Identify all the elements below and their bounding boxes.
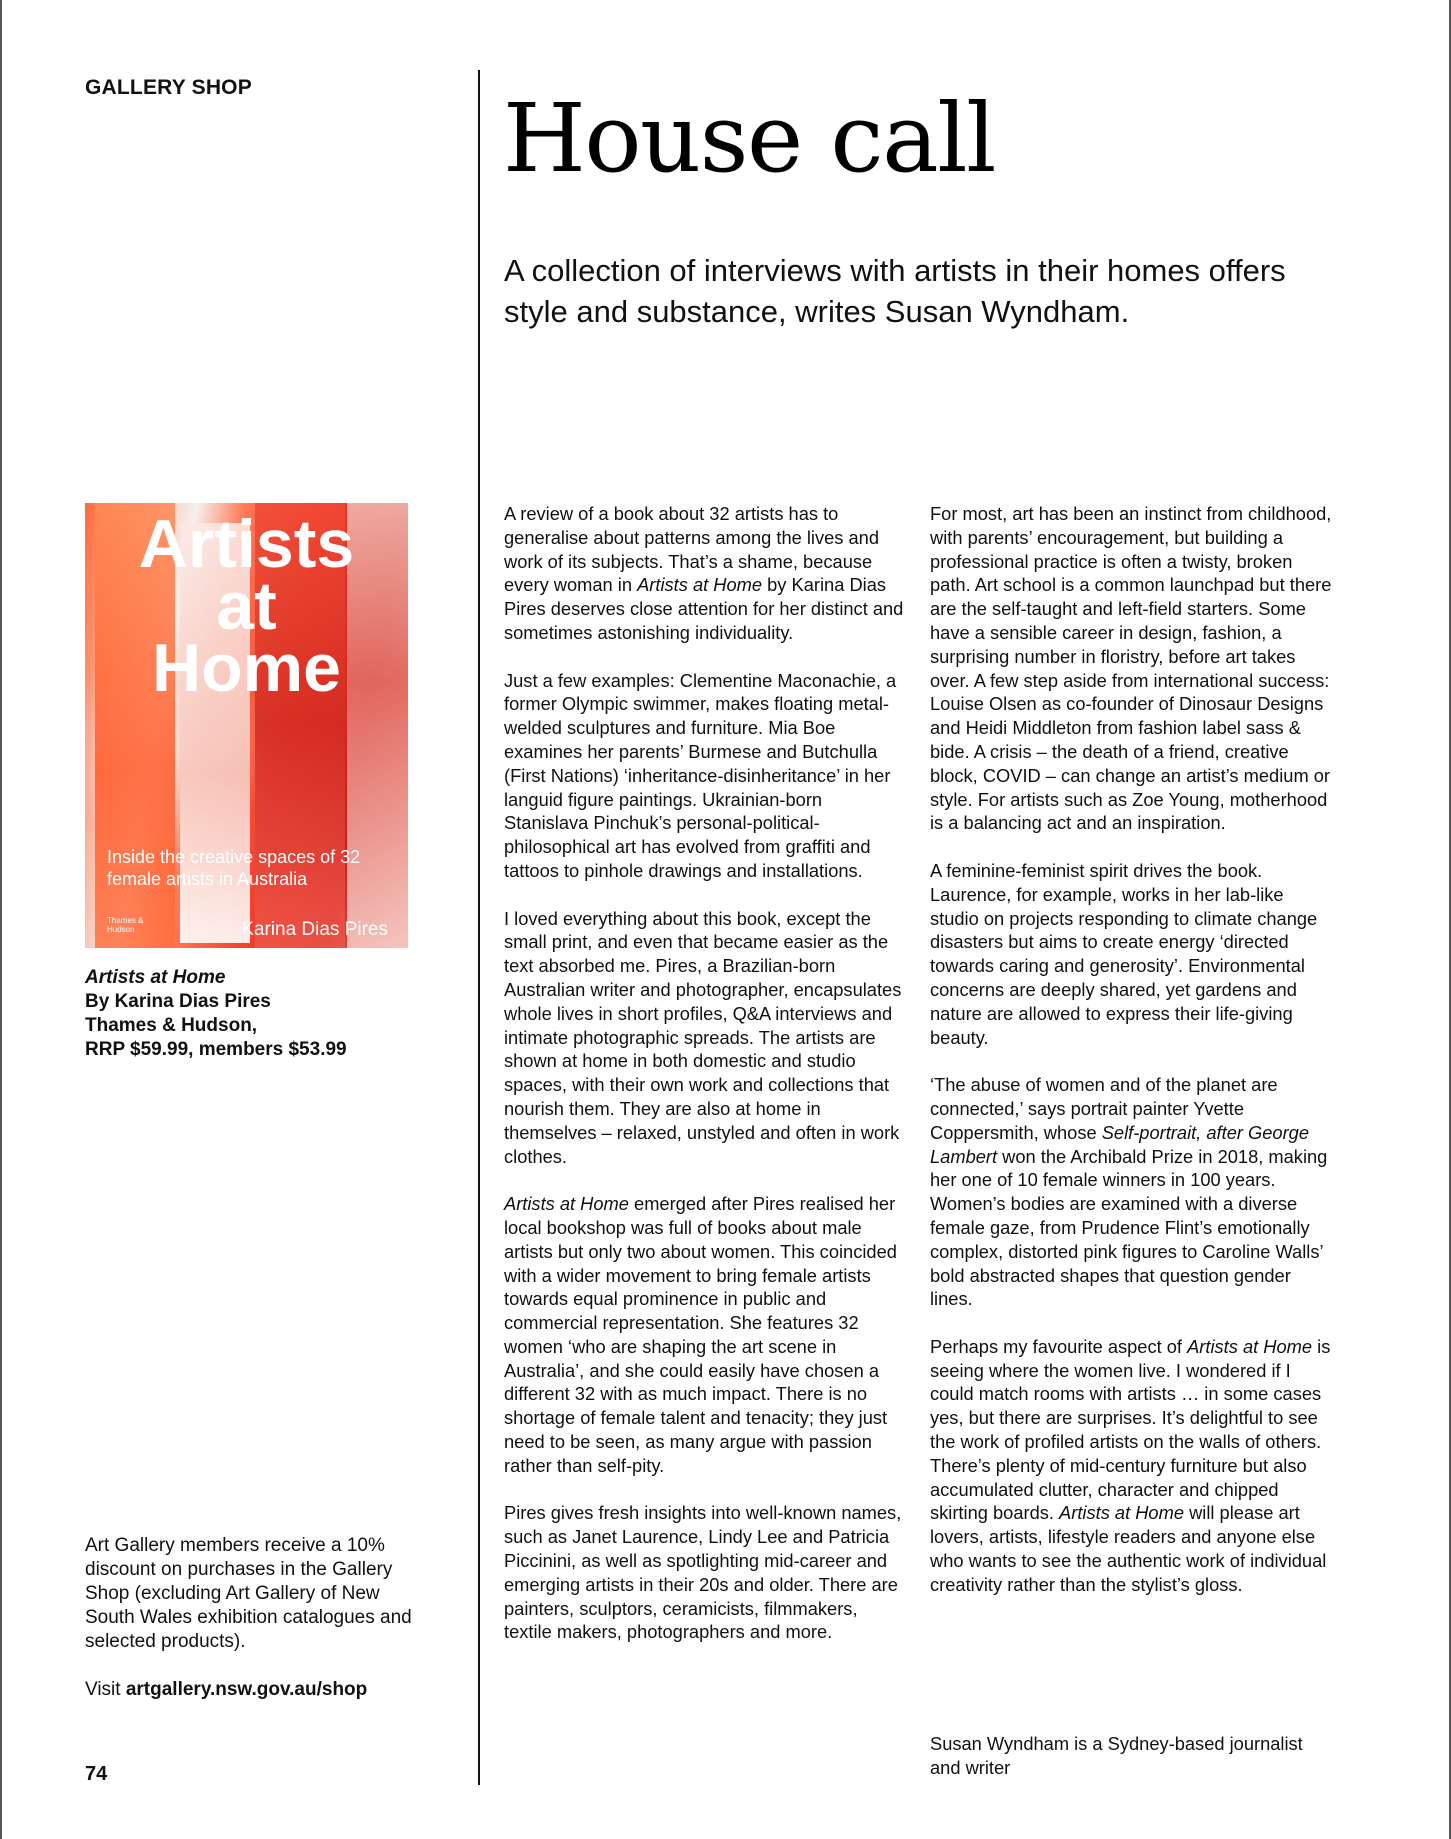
book-cover-image xyxy=(85,503,408,948)
body-paragraph: Artists at Home emerged after Pires realised her local bookshop was full of books about male artists but only two about women. This coincided with a wider movement to bring female artists towards equal prominence in public and commercial representation. She features 32 women ‘who are shaping the art scene in Australia’, and she could easily have chosen a different 32 with as much impact. There is no shortage of female talent and tenacity; they just need to be seen, as many argue with passion rather than self-pity. xyxy=(504,1193,897,1476)
body-paragraph: Just a few examples: Clementine Maconachie, a former Olympic swimmer, makes floating metal-welded sculptures and furniture. Mia Boe examines her parents’ Burmese and Butchulla (First Nations) ‘inheritance-disinheritance’ in her languid figure paintings. Ukrainian-born Stanislava Pinchuk’s personal-political-philosophical art has evolved from graffiti and tattoos to pinhole drawings and installations. xyxy=(504,669,897,881)
cover-subtitle: Inside the creative spaces of 32 female artists in Australia xyxy=(107,847,361,889)
body-paragraph: ‘The abuse of women and of the planet are connected,’ says portrait painter Yvette Coppersmith, whose Self-portrait, after George Lambert won the Archibald Prize in 2018, making her one of 10 female winners in 100 years. Women’s bodies are examined with a diverse female gaze, from Prudence Flint’s emotionally complex, distorted pink figures to Caroline Walls’ bold abstracted shapes that question gender lines. xyxy=(930,1074,1328,1310)
body-paragraph: A review of a book about 32 artists has to generalise about patterns among the lives and work of its subjects. That’s a shame, because every woman in Artists at Home by Karina Dias Pires deserves close attention for her distinct and sometimes astonishing individuality. xyxy=(504,503,904,643)
book-price: RRP $59.99, members $53.99 xyxy=(85,1039,347,1060)
members-discount-note: Art Gallery members receive a 10% discount on purchases in the Gallery Shop (excluding Art Gallery of New South Wales exhibition catalogues and selected products). xyxy=(85,1535,412,1652)
cover-title-line: Artists xyxy=(138,506,355,582)
book-title: Artists at Home xyxy=(85,967,226,988)
cover-title-line: at xyxy=(216,568,277,644)
body-paragraph: I loved everything about this book, except the small print, and even that became easier as the text absorbed me. Pires, a Brazilian-born Australian writer and photographer, encapsulates whole lives in short profiles, Q&A interviews and intimate photographic spreads. The artists are shown at home in both domestic and studio spaces, with their own work and collections that nourish them. They are also at home in themselves – relaxed, unstyled and often in work clothes. xyxy=(504,907,902,1167)
cover-author: Karina Dias Pires xyxy=(241,919,388,940)
standfirst: A collection of interviews with artists in their homes offers style and substance, writes Susan Wyndham. xyxy=(504,253,1286,329)
cover-title-line: Home xyxy=(152,630,341,706)
body-column-right xyxy=(930,502,1335,1620)
book-author: By Karina Dias Pires xyxy=(85,991,271,1012)
visit-prefix: Visit xyxy=(85,1679,126,1700)
column-divider xyxy=(478,70,480,1785)
body-paragraph: A feminine-feminist spirit drives the book. Laurence, for example, works in her lab-like studio on projects responding to climate change disasters but aims to create energy ‘directed towards caring and generosity’. Environmental concerns are deeply shared, yet gardens and nature are allowed to express their life-giving beauty. xyxy=(930,859,1318,1048)
body-paragraph: For most, art has been an instinct from childhood, with parents’ encouragement, but building a professional practice is often a twisty, broken path. Art school is a common launchpad but there are the self-taught and left-field starters. Some have a sensible career in design, fashion, a surprising number in floristry, before art takes over. A few step aside from international success: Louise Olsen as co-founder of Dinosaur Designs and Heidi Middleton from fashion label sass & bide. A crisis – the death of a friend, creative block, COVID – can change an artist’s medium or style. For artists such as Zoe Young, motherhood is a balancing act and an inspiration. xyxy=(930,503,1332,834)
visit-line xyxy=(85,1678,430,1702)
section-label: GALLERY SHOP xyxy=(85,76,252,99)
shop-link[interactable]: artgallery.nsw.gov.au/shop xyxy=(125,1679,368,1700)
headline: House call xyxy=(503,84,996,194)
cover-title xyxy=(85,506,408,706)
cover-publisher-logo: Thames & Hudson xyxy=(107,916,144,934)
author-bio: Susan Wyndham is a Sydney-based journalist and writer xyxy=(930,1733,1303,1778)
body-column-left xyxy=(504,502,904,1668)
page-number: 74 xyxy=(85,1763,108,1785)
book-publisher: Thames & Hudson, xyxy=(85,1015,258,1036)
body-paragraph: Pires gives fresh insights into well-known names, such as Janet Laurence, Lindy Lee and Patricia Piccinini, as well as spotlighting mid-career and emerging artists in their 20s and older. There are painters, sculptors, ceramicists, filmmakers, textile makers, photographers and more. xyxy=(504,1502,902,1643)
book-info xyxy=(85,966,405,1062)
body-paragraph: Perhaps my favourite aspect of Artists at Home is seeing where the women live. I wondered if I could match rooms with artists … in some cases yes, but there are surprises. It’s delightful to see the work of profiled artists on the walls of others. There’s plenty of mid-century furniture but also accumulated clutter, character and chipped skirting boards. Artists at Home will please art lovers, artists, lifestyle readers and anyone else who wants to see the authentic work of individual creativity rather than the stylist’s gloss. xyxy=(930,1335,1331,1595)
